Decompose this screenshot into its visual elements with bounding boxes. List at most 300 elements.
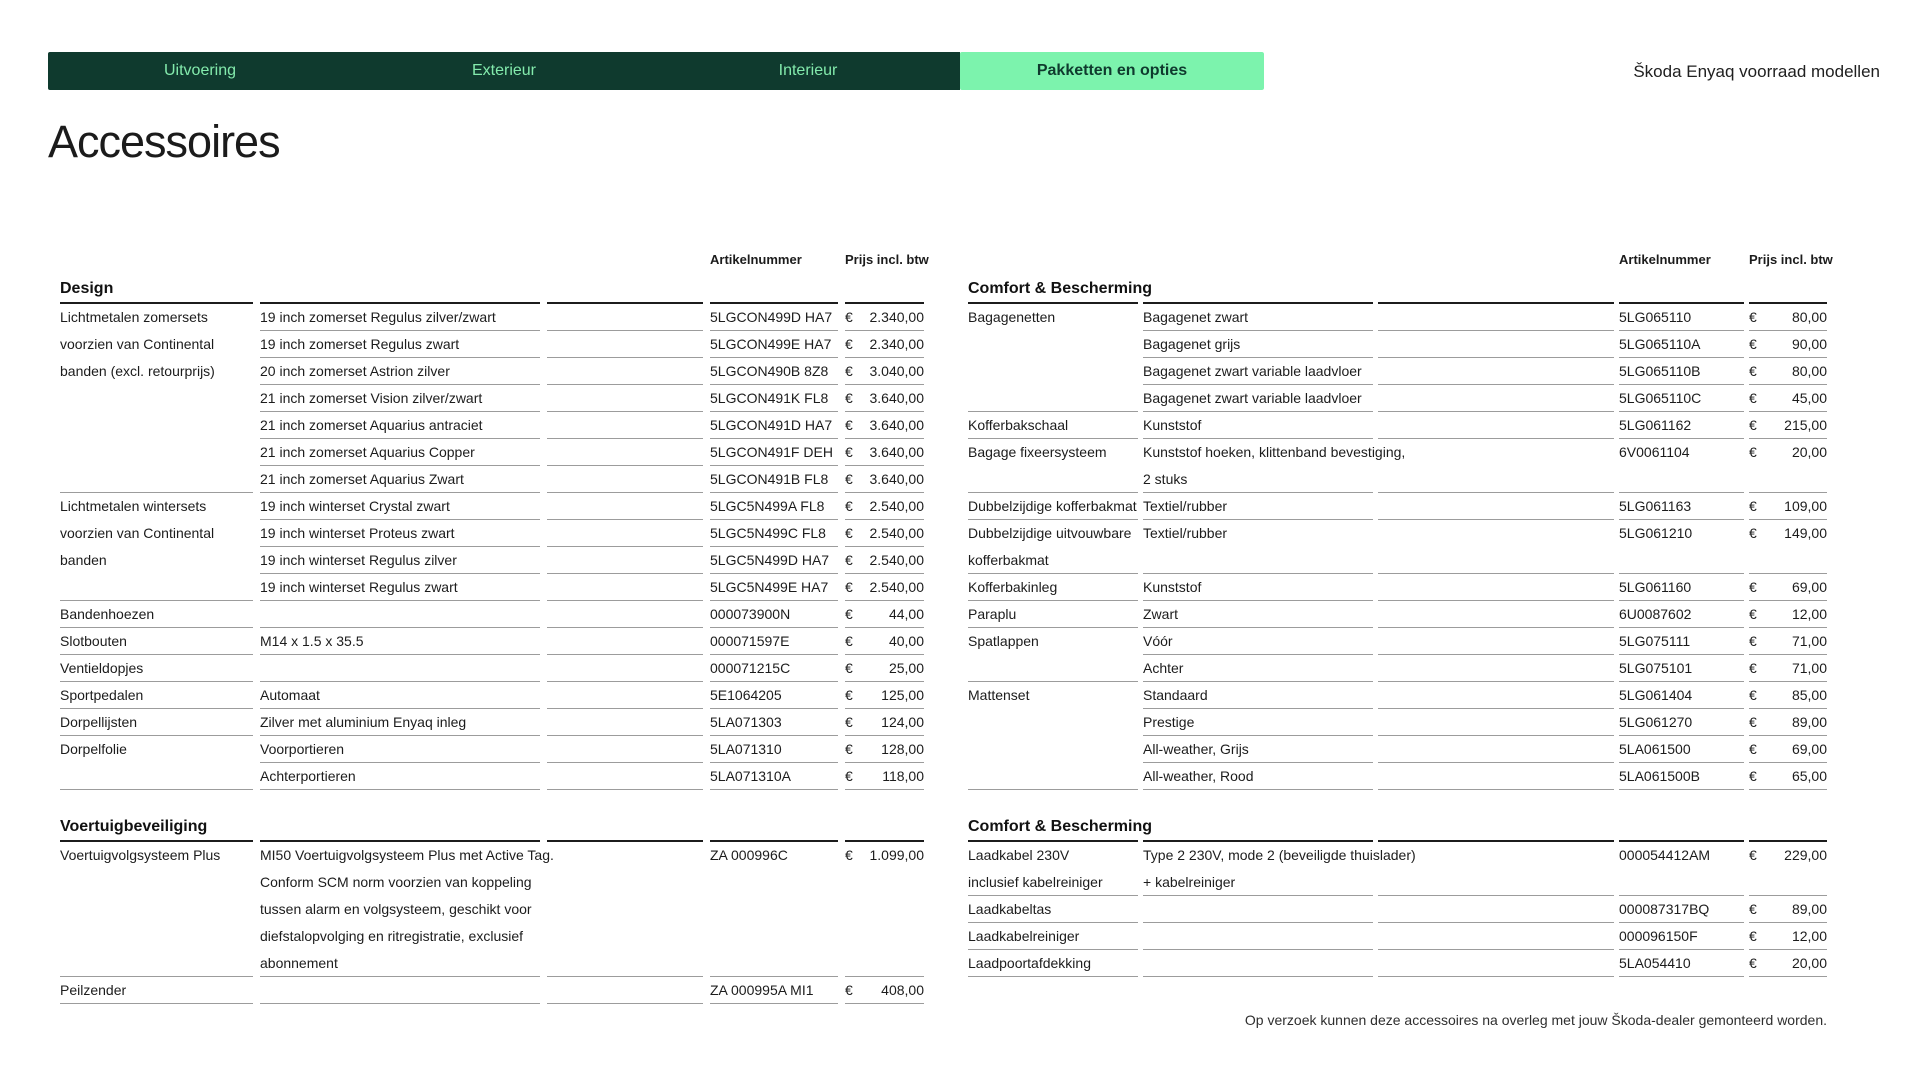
item-price [1749,304,1827,331]
tab-exterieur[interactable]: Exterieur [352,52,656,90]
item-article-number [1619,574,1744,601]
table-row [968,520,1827,574]
article-number-column [1619,304,1744,412]
description-column [1143,493,1373,520]
item-label-line: Paraplu [968,606,1017,622]
price-column [845,304,924,493]
article-number-text: 5LG065110C [1619,390,1702,406]
item-description [1143,601,1373,628]
section-header-cell [845,280,924,304]
item-description-line: 21 inch zomerset Aquarius Zwart [260,471,464,487]
article-number-column [1619,601,1744,628]
item-article-number [710,763,838,790]
price-amount: 408,00 [881,982,924,998]
item-label [60,682,253,709]
item-description-line: Kunststof [1143,579,1202,595]
price-amount: 215,00 [1784,417,1827,433]
price-amount: 69,00 [1791,741,1827,757]
item-article-number [1619,412,1744,439]
table-row [60,842,924,977]
spacer-column [1378,896,1614,923]
spacer-cell [547,520,703,547]
article-number-column [710,736,838,790]
item-article-number [710,736,838,763]
section-header-cell [1749,280,1827,304]
column-header-spacer [547,248,703,280]
price-amount: 3.640,00 [869,471,924,487]
section-header-cell [1378,280,1614,304]
currency-symbol: € [1749,633,1757,649]
item-description [260,466,540,493]
price-amount: 3.640,00 [869,417,924,433]
price-column [845,601,924,628]
price-column [1749,682,1827,790]
description-column [1143,439,1406,493]
table-row [968,628,1827,682]
price-text [845,628,924,655]
item-price [1749,601,1827,628]
table-row [60,709,924,736]
item-label-line: voorzien van Continental [60,336,215,352]
item-label-line: Dorpellijsten [60,714,138,730]
table-section-design [60,280,924,790]
price-amount: 89,00 [1791,714,1827,730]
item-description-line: Bagagenet zwart variable laadvloer [1143,390,1362,406]
description-column [260,709,540,736]
item-description-line [1143,950,1373,977]
item-description-line: diefstalopvolging en ritregistratie, exclusief [260,928,524,944]
description-column [260,601,540,628]
table-section-comfort-bescherming [968,280,1827,790]
section-header [968,280,1827,304]
item-price [845,628,924,655]
item-price [1749,331,1827,358]
table-row [60,977,924,1004]
article-number-text: 5LG075111 [1619,633,1691,649]
price-amount: 12,00 [1791,606,1827,622]
price-text [1749,331,1827,358]
currency-symbol: € [1749,741,1757,757]
tab-pakketten-en-opties[interactable]: Pakketten en opties [960,52,1264,90]
article-number-text: 5E1064205 [710,687,782,703]
column-header-spacer [968,248,1138,280]
section-header-cell [547,280,703,304]
item-article-number [710,412,838,439]
item-label-line: Dubbelzijdige kofferbakmat [968,498,1137,514]
table-row [968,950,1827,977]
article-number-text: 5LG061160 [1619,579,1692,595]
item-description-line: tussen alarm en volgsysteem, geschikt voor [260,901,532,917]
article-number-text: 000071215C [710,660,791,676]
price-text [845,574,924,601]
item-label [968,493,1138,520]
item-description-line: 19 inch zomerset Regulus zwart [260,336,460,352]
article-number-column [1619,950,1744,977]
column-header-spacer [260,248,540,280]
currency-symbol: € [845,552,853,568]
spacer-cell [547,412,703,439]
section-header [968,818,1827,842]
item-price [1749,655,1827,682]
spacer-cell [1378,842,1614,896]
tab-interieur[interactable]: Interieur [656,52,960,90]
spacer-cell [547,763,703,790]
item-description [1143,358,1373,385]
spacer-cell [547,655,703,682]
currency-symbol: € [845,687,853,703]
item-description-line: Textiel/rubber [1143,525,1228,541]
item-article-number [710,466,838,493]
item-description [1143,950,1373,977]
article-number-column [710,842,838,977]
description-column [260,842,554,977]
item-price [1749,763,1827,790]
currency-symbol: € [845,579,853,595]
currency-symbol: € [1749,687,1757,703]
item-label-line: Laadkabelreiniger [968,928,1080,944]
price-amount: 2.540,00 [869,498,924,514]
price-amount: 90,00 [1791,336,1827,352]
section-tabs [48,52,1264,90]
article-number-text: 000054412AM [1619,847,1711,863]
price-text [1749,385,1827,412]
spacer-column [1378,842,1614,896]
item-article-number [710,574,838,601]
item-description-line: Bagagenet zwart variable laadvloer [1143,363,1362,379]
currency-symbol: € [1749,525,1757,541]
price-amount: 118,00 [882,768,924,784]
price-text [1749,842,1827,869]
article-number-column [1619,574,1744,601]
item-label [60,493,253,601]
item-description-line: 21 inch zomerset Aquarius antraciet [260,417,483,433]
currency-symbol: € [845,768,853,784]
item-label-line: Spatlappen [968,633,1039,649]
item-description-line [260,977,540,1004]
spacer-column [547,736,703,790]
article-number-text: 5LA071310A [710,768,791,784]
article-number-column [1619,493,1744,520]
item-article-number [1619,736,1744,763]
price-text [1749,574,1827,601]
item-article-number [1619,950,1744,977]
item-label [968,574,1138,601]
item-description [1143,331,1373,358]
price-column [1749,601,1827,628]
item-label-line: Sportpedalen [60,687,144,703]
spacer-cell [547,358,703,385]
spacer-cell [1378,763,1614,790]
item-description [260,763,540,790]
item-article-number [710,628,838,655]
article-number-column [710,628,838,655]
item-description [260,304,540,331]
item-label-line: inclusief kabelreiniger [968,874,1103,890]
spacer-column [547,977,703,1004]
currency-symbol: € [1749,498,1757,514]
currency-symbol: € [1749,444,1757,460]
price-amount: 20,00 [1791,955,1827,971]
item-description-line: Kunststof [1143,417,1202,433]
item-description-line: Zilver met aluminium Enyaq inleg [260,714,467,730]
item-description-line [1143,896,1373,923]
column-header-row [60,248,929,280]
item-label [968,628,1138,682]
table-row [60,493,924,601]
column-header-row [968,248,1833,280]
price-column [1749,439,1827,493]
item-price [1749,358,1827,385]
currency-symbol: € [1749,928,1757,944]
table-row [968,439,1827,493]
item-description-line: 19 inch winterset Regulus zwart [260,579,458,595]
article-number-text: 5LG061163 [1619,498,1692,514]
item-price [1749,439,1827,493]
description-column [260,655,540,682]
item-description-line: Vóór [1143,633,1173,649]
spacer-cell [547,331,703,358]
article-number-text: 5LGCON491K FL8 [710,390,829,406]
price-column [1749,304,1827,412]
article-number-text: 5LGCON491D HA7 [710,417,833,433]
item-label [968,896,1138,923]
spacer-column [547,601,703,628]
item-article-number [1619,923,1744,950]
item-description [260,358,540,385]
price-text [1749,736,1827,763]
price-text [1749,709,1827,736]
spacer-column [547,709,703,736]
footer-note: Op verzoek kunnen deze accessoires na overleg met jouw Škoda-dealer gemonteerd worden. [1244,1012,1827,1028]
item-label-line: Laadkabeltas [968,901,1052,917]
table-row [60,655,924,682]
article-number-text: 5LGC5N499C FL8 [710,525,826,541]
column-header-prijs: Prijs incl. btw [845,252,929,267]
price-amount: 2.340,00 [869,309,924,325]
price-amount: 80,00 [1791,363,1827,379]
article-number-column [1619,682,1744,790]
currency-symbol: € [845,525,853,541]
item-description-line: Standaard [1143,687,1208,703]
item-price [1749,709,1827,736]
article-number-text: 5LGCON499E HA7 [710,336,832,352]
spacer-column [547,682,703,709]
article-number-column [710,601,838,628]
item-article-number [1619,896,1744,923]
article-number-text: 5LGC5N499D HA7 [710,552,830,568]
section-header-cell [260,818,540,842]
price-text [1749,682,1827,709]
currency-symbol: € [1749,768,1757,784]
article-number-column [710,709,838,736]
spacer-cell [547,977,703,1004]
section-header-cell [60,280,253,304]
item-article-number [1619,385,1744,412]
item-price [845,547,924,574]
item-description-line: Achter [1143,660,1184,676]
currency-symbol: € [845,471,853,487]
item-article-number [1619,842,1744,896]
spacer-cell [547,682,703,709]
section-header-cell [1143,280,1373,304]
section-header-cell [968,818,1153,842]
spacer-column [547,842,703,977]
section-header-cell [1378,818,1614,842]
price-text [845,547,924,574]
price-column [1749,520,1827,574]
item-article-number [710,331,838,358]
currency-symbol: € [1749,579,1757,595]
article-number-column [1619,439,1744,493]
article-number-text: 5LG061162 [1619,417,1692,433]
spacer-column [547,655,703,682]
price-text [845,763,924,790]
article-number-text: 5LG065110 [1619,309,1692,325]
article-number-column [710,493,838,601]
item-description-line: abonnement [260,955,338,971]
item-price [845,736,924,763]
item-description [1143,709,1373,736]
table-row [968,682,1827,790]
price-text [1749,950,1827,977]
spacer-column [1378,412,1614,439]
article-number-text: 5LG065110A [1619,336,1701,352]
price-text [1749,601,1827,628]
price-amount: 125,00 [881,687,924,703]
price-text [1749,923,1827,950]
item-price [845,412,924,439]
item-label [60,709,253,736]
spacer-cell [1378,385,1614,412]
item-price [845,655,924,682]
spacer-cell [547,601,703,628]
description-column [260,493,540,601]
item-price [1749,842,1827,896]
price-text [845,977,924,1004]
price-column [1749,923,1827,950]
item-description [1143,736,1373,763]
description-column [1143,682,1373,790]
table-row [968,304,1827,412]
price-amount: 20,00 [1791,444,1827,460]
currency-symbol: € [845,417,853,433]
price-amount: 2.540,00 [869,552,924,568]
item-article-number [1619,709,1744,736]
currency-symbol: € [1749,390,1757,406]
price-text [845,682,924,709]
item-description [1143,493,1373,520]
section-title: Comfort & Bescherming [968,818,1153,835]
item-article-number [710,682,838,709]
item-price [1749,628,1827,655]
article-number-text: 5LG061270 [1619,714,1693,730]
article-number-column [710,977,838,1004]
item-price [845,682,924,709]
price-text [1749,628,1827,655]
price-amount: 44,00 [888,606,924,622]
item-description-line [260,601,540,628]
item-description [1143,842,1416,896]
price-amount: 149,00 [1784,525,1827,541]
item-price [1749,520,1827,574]
price-column [1749,493,1827,520]
article-number-text: 000087317BQ [1619,901,1710,917]
item-article-number [710,439,838,466]
spacer-cell [1378,520,1614,574]
table-row [968,896,1827,923]
item-description [1143,655,1373,682]
item-article-number [1619,331,1744,358]
price-amount: 3.040,00 [869,363,924,379]
price-amount: 89,00 [1791,901,1827,917]
article-number-text: ZA 000995A MI1 [710,982,814,998]
item-description [260,439,540,466]
article-number-text: 5LG061404 [1619,687,1693,703]
spacer-cell [1378,709,1614,736]
item-article-number [710,977,838,1004]
item-price [1749,896,1827,923]
section-header-cell [60,818,253,842]
description-column [1143,628,1373,682]
price-text [845,655,924,682]
item-label-line: Lichtmetalen wintersets [60,498,207,514]
article-number-text: 5LGCON491F DEH [710,444,833,460]
table-row [60,736,924,790]
article-number-column [710,655,838,682]
price-column [845,709,924,736]
item-price [1749,736,1827,763]
price-column [845,655,924,682]
item-description [260,385,540,412]
item-label-line: Bagagenetten [968,309,1056,325]
item-description [260,493,540,520]
item-description [260,977,540,1004]
column-header-spacer [60,248,253,280]
price-column [845,842,924,977]
item-label [60,304,253,493]
article-number-text: ZA 000996C [710,847,788,863]
article-number-text: 000073900N [710,606,791,622]
tab-uitvoering[interactable]: Uitvoering [48,52,352,90]
article-number-text: 5LGCON490B 8Z8 [710,363,829,379]
price-text [845,736,924,763]
article-number-text: 5LA054410 [1619,955,1691,971]
item-price [845,842,924,977]
price-amount: 2.340,00 [869,336,924,352]
price-text [845,493,924,520]
spacer-column [1378,520,1614,574]
item-price [1749,950,1827,977]
section-header-cell [1619,818,1744,842]
accessories-table-left [60,248,929,1004]
item-label-line: Laadkabel 230V [968,847,1070,863]
price-amount: 65,00 [1791,768,1827,784]
description-column [260,736,540,790]
article-number-text: 5LGC5N499E HA7 [710,579,829,595]
item-description-line: + kabelreiniger [1143,874,1236,890]
spacer-cell [547,466,703,493]
page-title: Accessoires [48,116,280,167]
item-label-line: voorzien van Continental [60,525,215,541]
currency-symbol: € [1749,847,1757,863]
section-header-cell [1749,818,1827,842]
item-label [968,842,1138,896]
spacer-cell [547,547,703,574]
currency-symbol: € [1749,955,1757,971]
spacer-cell [1378,682,1614,709]
currency-symbol: € [1749,606,1757,622]
item-article-number [710,601,838,628]
